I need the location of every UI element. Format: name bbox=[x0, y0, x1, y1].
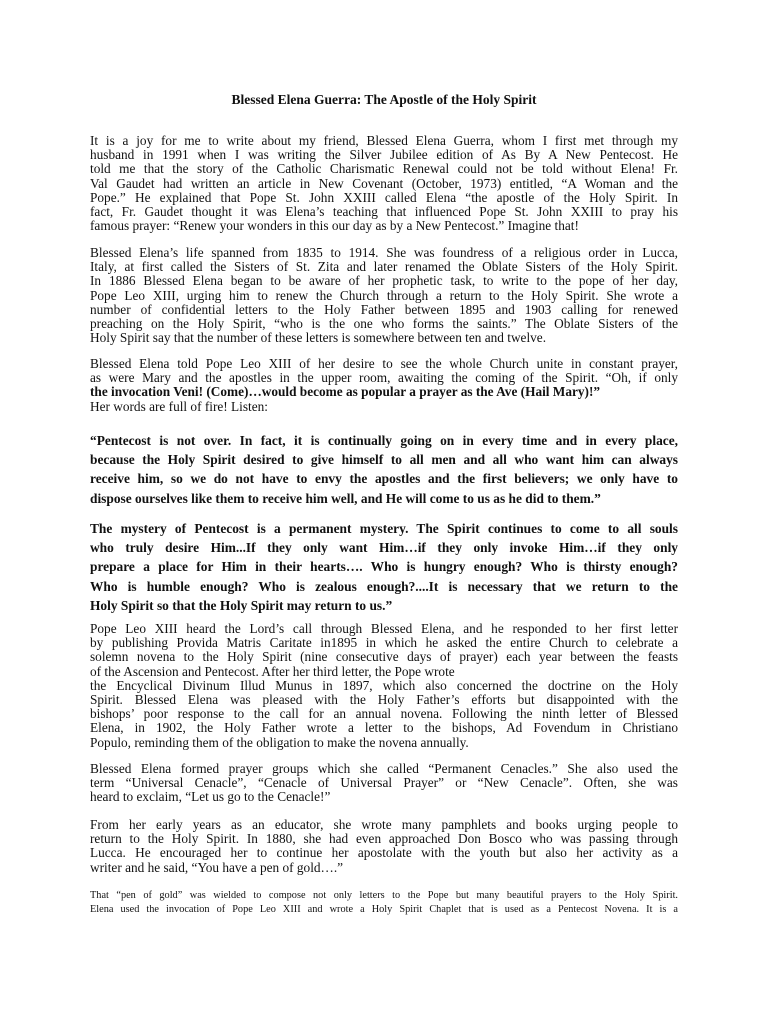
quote-mystery bbox=[90, 519, 678, 615]
text-line: preaching on the Holy Spirit, “who is the one who forms the saints.” The Oblate Sisters of the bbox=[90, 316, 678, 332]
text-line: told me that the story of the Catholic Charismatic Renewal could not be told without Elena! Fr. bbox=[90, 161, 678, 177]
text-line: It is a joy for me to write about my friend, Blessed Elena Guerra, whom I first met through my bbox=[90, 133, 678, 148]
text-line: Pope Leo XIII, urging him to renew the Church through a return to the Holy Spirit. She wrote a bbox=[90, 287, 678, 303]
paragraph-intro bbox=[90, 134, 678, 233]
text-line: Pope.” He explained that Pope St. John XXIII called Elena “the apostle of the Holy Spirit. In bbox=[90, 189, 678, 205]
text-line: heard to exclaim, “Let us go to the Cenacle!” bbox=[90, 789, 331, 805]
text-line: Blessed Elena told Pope Leo XIII of her desire to see the whole Church unite in constant prayer, bbox=[90, 356, 678, 371]
text-line: Blessed Elena formed prayer groups which she called “Permanent Cenacles.” She also used the bbox=[90, 761, 678, 776]
paragraph-pope-leo bbox=[90, 622, 678, 750]
text-line: bishops’ poor response to the call for an annual novena. Following the ninth letter of Blessed bbox=[90, 706, 678, 722]
text-line: writer and he said, “You have a pen of gold….” bbox=[90, 859, 344, 875]
paragraph-prayer bbox=[90, 357, 678, 414]
text-line: In 1886 Blessed Elena began to be aware of her prophetic task, to write to the pope of her day, bbox=[90, 273, 678, 289]
text-line: Val Gaudet had written an article in New Covenant (October, 1973) entitled, “A Woman and the bbox=[90, 175, 678, 191]
quote-line: prepare a place for Him in their hearts…. Who is hungry enough? Who is thirsty enough? bbox=[90, 559, 678, 575]
text-line: as were Mary and the apostles in the upper room, awaiting the coming of the Spirit. “Oh, if only bbox=[90, 370, 678, 386]
text-line: husband in 1991 when I was writing the Silver Jubilee edition of As By A New Pentecost. He bbox=[90, 147, 678, 163]
text-line: fact, Fr. Gaudet thought it was Elena’s teaching that influenced Pope St. John XXIII to pray his bbox=[90, 204, 678, 220]
quote-line: who truly desire Him...If they only want Him…if they only invoke Him…if they only bbox=[90, 540, 678, 556]
text-line: Lucca. He encouraged her to continue her apostolate with the youth but also her activity as a bbox=[90, 845, 678, 861]
paragraph-pen-of-gold bbox=[90, 889, 678, 917]
text-line: solemn novena to the Holy Spirit (nine consecutive days of prayer) each year between the feasts bbox=[90, 649, 678, 665]
text-line: term “Universal Cenacle”, “Cenacle of Universal Prayer” or “New Cenacle”. Often, she was bbox=[90, 775, 678, 791]
text-line: of the Ascension and Pentecost. After her third letter, the Pope wrote bbox=[90, 663, 455, 679]
paragraph-educator bbox=[90, 818, 678, 875]
quote-line: The mystery of Pentecost is a permanent mystery. The Spirit continues to come to all souls bbox=[90, 521, 678, 536]
text-line: famous prayer: “Renew your wonders in this our day as by a New Pentecost.” Imagine that! bbox=[90, 218, 579, 234]
text-line: From her early years as an educator, she wrote many pamphlets and books urging people to bbox=[90, 817, 678, 832]
text-line: That “pen of gold” was wielded to compose not only letters to the Pope but many beautiful prayers to the Holy Spirit. bbox=[90, 890, 678, 901]
text-line: Elena used the invocation of Pope Leo XIII and wrote a Holy Spirit Chaplet that is used as a Pentecost Novena. It is a bbox=[90, 904, 678, 915]
text-line: Italy, at first called the Sisters of St. Zita and later renamed the Oblate Sisters of the Holy Spirit. bbox=[90, 259, 678, 275]
paragraph-cenacles bbox=[90, 762, 678, 805]
quote-line: because the Holy Spirit desired to give himself to all men and all who want him can always bbox=[90, 452, 678, 468]
paragraph-life bbox=[90, 246, 678, 345]
quote-pentecost bbox=[90, 431, 678, 508]
text-line: Holy Spirit say that the number of these letters is somewhere between ten and twelve. bbox=[90, 330, 547, 346]
text-line: Blessed Elena’s life spanned from 1835 to 1914. She was foundress of a religious order in Lucca, bbox=[90, 245, 678, 260]
text-line: return to the Holy Spirit. In 1880, she had even approached Don Bosco who was passing through bbox=[90, 831, 678, 847]
quote-line: Who is humble enough? Who is zealous enough?....It is necessary that we return to the bbox=[90, 578, 678, 594]
text-line: Spirit. Blessed Elena was pleased with the Holy Father’s efforts but disappointed with the bbox=[90, 692, 678, 708]
quote-line: dispose ourselves like them to receive him well, and He will come to us as he did to them.” bbox=[90, 490, 601, 506]
text-line: Elena, in 1902, the Holy Father wrote a letter to the bishops, Ad Fovendum in Christiano bbox=[90, 720, 678, 736]
text-line: Her words are full of fire! Listen: bbox=[90, 398, 268, 414]
text-line: by publishing Provida Matris Caritate in1895 in which he asked the entire Church to celebrate a bbox=[90, 635, 678, 651]
quote-line: receive him, so we do not have to envy the apostles and the first believers; we only have to bbox=[90, 471, 678, 487]
text-line: number of confidential letters to the Holy Father between 1895 and 1903 calling for renewed bbox=[90, 301, 678, 317]
document-title: Blessed Elena Guerra: The Apostle of the Holy Spirit bbox=[231, 92, 537, 107]
text-line: the Encyclical Divinum Illud Munus in 1897, which also concerned the doctrine on the Holy bbox=[90, 677, 678, 693]
text-line: Populo, reminding them of the obligation to make the novena annually. bbox=[90, 734, 469, 750]
quote-line: “Pentecost is not over. In fact, it is continually going on in every time and in every place, bbox=[90, 433, 678, 448]
quote-line: Holy Spirit so that the Holy Spirit may return to us.” bbox=[90, 597, 393, 613]
text-line: the invocation Veni! (Come)…would become as popular a prayer as the Ave (Hail Mary)!” bbox=[90, 384, 601, 400]
text-line: Pope Leo XIII heard the Lord’s call through Blessed Elena, and he responded to her first letter bbox=[90, 621, 678, 636]
